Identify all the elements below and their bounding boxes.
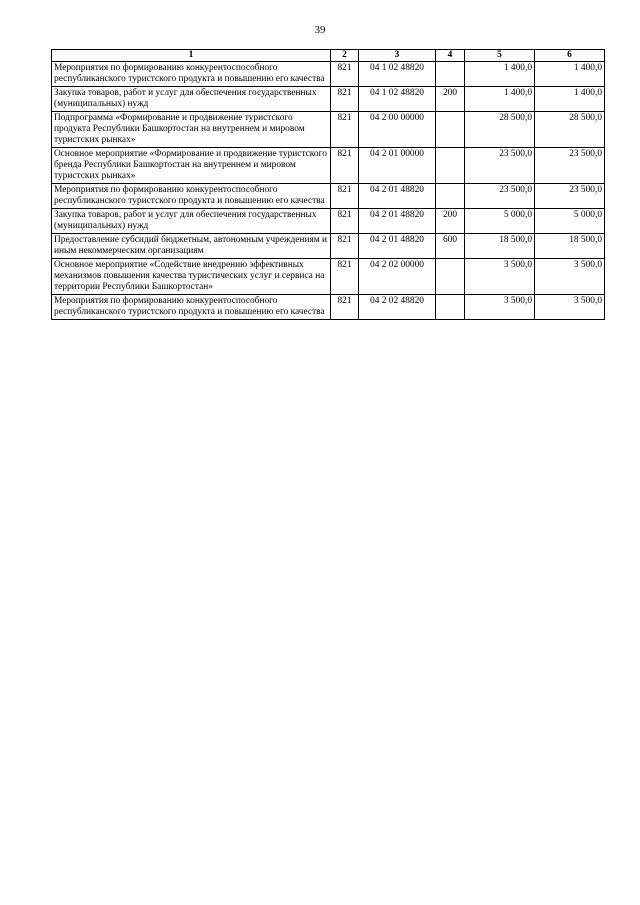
row-target-article: 04 2 00 00000 xyxy=(359,112,436,148)
row-expense-type xyxy=(436,62,465,87)
row-name: Основное мероприятие «Формирование и продвижение туристского бренда Республики Башкортостан на внутреннем и мировом туристских рынках» xyxy=(52,148,331,184)
row-name: Основное мероприятие «Содействие внедрению эффективных механизмов повышения качества туристических услуг и сервиса на территории Республики Башкортостан» xyxy=(52,259,331,295)
row-amount-1: 5 000,0 xyxy=(465,209,535,234)
row-target-article: 04 2 02 48820 xyxy=(359,295,436,320)
row-expense-type xyxy=(436,259,465,295)
row-name: Закупка товаров, работ и услуг для обеспечения государственных (муниципальных) нужд xyxy=(52,87,331,112)
row-ministry-code: 821 xyxy=(331,209,359,234)
row-ministry-code: 821 xyxy=(331,234,359,259)
row-target-article: 04 2 01 48820 xyxy=(359,184,436,209)
row-amount-1: 3 500,0 xyxy=(465,295,535,320)
table-row xyxy=(52,112,605,148)
column-header: 3 xyxy=(359,50,436,62)
table-row xyxy=(52,209,605,234)
column-header: 6 xyxy=(535,50,605,62)
table-row xyxy=(52,259,605,295)
row-target-article: 04 1 02 48820 xyxy=(359,87,436,112)
table-row xyxy=(52,87,605,112)
row-target-article: 04 2 01 48820 xyxy=(359,234,436,259)
row-amount-2: 23 500,0 xyxy=(535,184,605,209)
table-header-row xyxy=(52,50,605,62)
column-header: 1 xyxy=(52,50,331,62)
row-amount-1: 3 500,0 xyxy=(465,259,535,295)
row-target-article: 04 1 02 48820 xyxy=(359,62,436,87)
row-amount-1: 28 500,0 xyxy=(465,112,535,148)
table-row xyxy=(52,62,605,87)
row-ministry-code: 821 xyxy=(331,87,359,112)
row-target-article: 04 2 02 00000 xyxy=(359,259,436,295)
row-amount-2: 3 500,0 xyxy=(535,295,605,320)
row-amount-2: 1 400,0 xyxy=(535,62,605,87)
row-ministry-code: 821 xyxy=(331,295,359,320)
row-ministry-code: 821 xyxy=(331,184,359,209)
row-amount-2: 23 500,0 xyxy=(535,148,605,184)
row-expense-type xyxy=(436,148,465,184)
column-header: 2 xyxy=(331,50,359,62)
row-amount-1: 18 500,0 xyxy=(465,234,535,259)
row-name: Закупка товаров, работ и услуг для обеспечения государственных (муниципальных) нужд xyxy=(52,209,331,234)
row-amount-2: 28 500,0 xyxy=(535,112,605,148)
row-name: Предоставление субсидий бюджетным, автономным учреждениям и иным некоммерческим организациям xyxy=(52,234,331,259)
row-name: Мероприятия по формированию конкурентоспособного республиканского туристского продукта и повышению его качества xyxy=(52,62,331,87)
row-name: Мероприятия по формированию конкурентоспособного республиканского туристского продукта и повышению его качества xyxy=(52,184,331,209)
row-target-article: 04 2 01 48820 xyxy=(359,209,436,234)
column-header: 5 xyxy=(465,50,535,62)
row-expense-type: 600 xyxy=(436,234,465,259)
row-amount-2: 3 500,0 xyxy=(535,259,605,295)
row-amount-1: 1 400,0 xyxy=(465,62,535,87)
row-expense-type xyxy=(436,295,465,320)
row-name: Подпрограмма «Формирование и продвижение туристского продукта Республики Башкортостан на внутреннем и мировом туристских рынках» xyxy=(52,112,331,148)
row-ministry-code: 821 xyxy=(331,148,359,184)
table-row xyxy=(52,295,605,320)
row-amount-1: 1 400,0 xyxy=(465,87,535,112)
table-row xyxy=(52,184,605,209)
column-header: 4 xyxy=(436,50,465,62)
row-target-article: 04 2 01 00000 xyxy=(359,148,436,184)
row-amount-1: 23 500,0 xyxy=(465,148,535,184)
row-amount-2: 1 400,0 xyxy=(535,87,605,112)
row-ministry-code: 821 xyxy=(331,112,359,148)
budget-table xyxy=(51,49,605,320)
table-row xyxy=(52,148,605,184)
row-amount-2: 18 500,0 xyxy=(535,234,605,259)
row-expense-type: 200 xyxy=(436,209,465,234)
row-expense-type xyxy=(436,184,465,209)
row-ministry-code: 821 xyxy=(331,259,359,295)
row-expense-type: 200 xyxy=(436,87,465,112)
row-amount-2: 5 000,0 xyxy=(535,209,605,234)
row-ministry-code: 821 xyxy=(331,62,359,87)
row-expense-type xyxy=(436,112,465,148)
row-amount-1: 23 500,0 xyxy=(465,184,535,209)
table-row xyxy=(52,234,605,259)
page-number: 39 xyxy=(314,24,326,36)
row-name: Мероприятия по формированию конкурентоспособного республиканского туристского продукта и повышению его качества xyxy=(52,295,331,320)
